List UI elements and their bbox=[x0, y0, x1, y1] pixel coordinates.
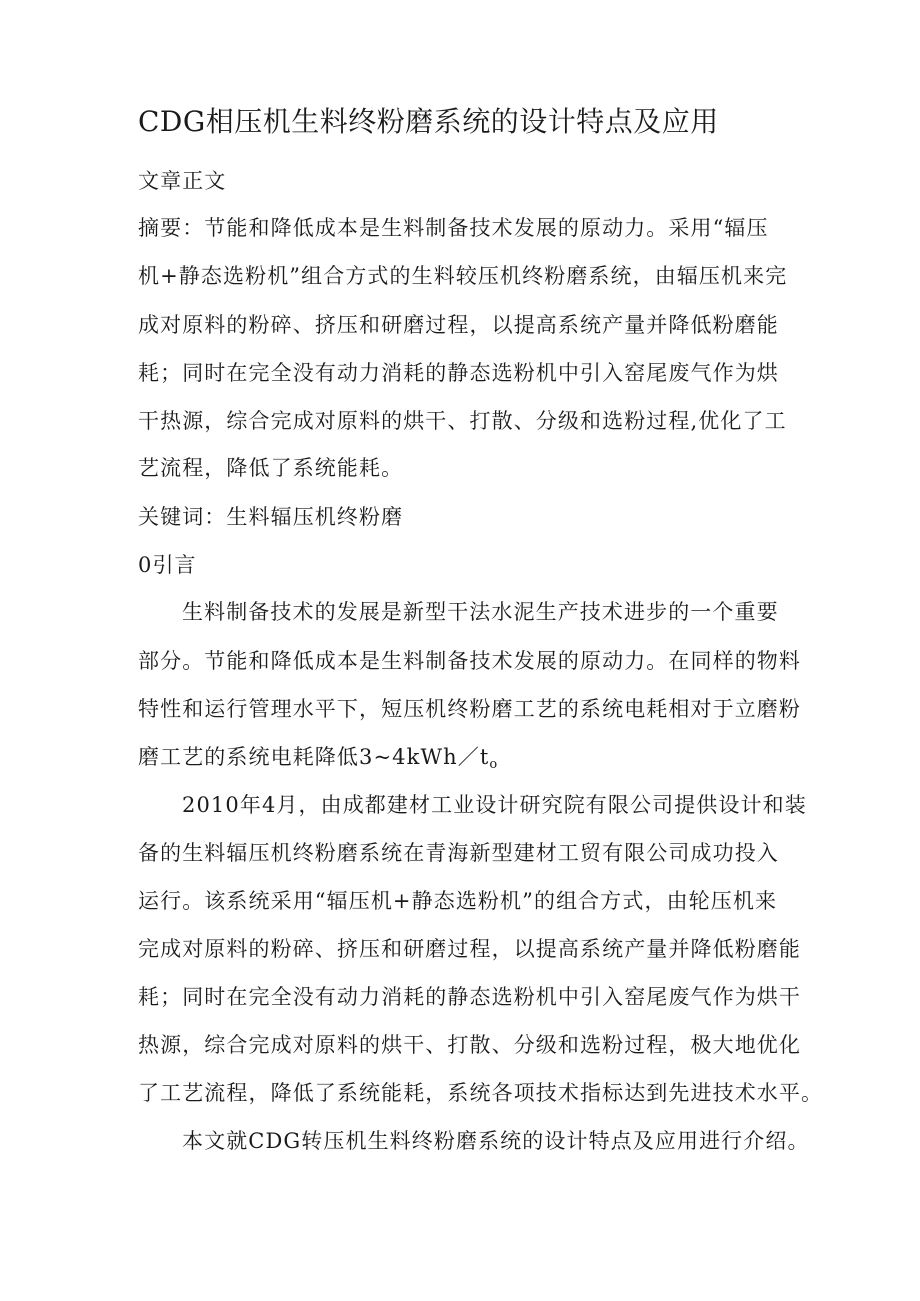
abstract-line: 成对原料的粉碎、挤压和研磨过程，以提高系统产量并降低粉磨能 bbox=[138, 313, 779, 337]
paragraph-line-text: 磨工艺的系统电耗降低3~4kWh／t bbox=[138, 745, 490, 769]
paragraph-line: 特性和运行管理水平下，短压机终粉磨工艺的系统电耗相对于立磨粉 bbox=[138, 697, 801, 721]
abstract-line: 干热源，综合完成对原料的烘干、打散、分级和选粉过程,优化了工 bbox=[138, 409, 787, 433]
paragraph-line: 生料制备技术的发展是新型干法水泥生产技术进步的一个重要 bbox=[182, 600, 779, 624]
keywords: 关键词：生料辐压机终粉磨 bbox=[138, 505, 404, 529]
abstract-line: 耗；同时在完全没有动力消耗的静态选粉机中引入窑尾废气作为烘 bbox=[138, 361, 779, 385]
paragraph-line: 完成对原料的粉碎、挤压和研磨过程，以提高系统产量并降低粉磨能 bbox=[138, 937, 801, 961]
paragraph-line: 本文就CDG转压机生料终粉磨系统的设计特点及应用进行介绍。 bbox=[182, 1129, 810, 1153]
section-label: 文章正文 bbox=[138, 169, 227, 193]
abstract-line: 摘要：节能和降低成本是生料制备技术发展的原动力。采用“辐压 bbox=[138, 216, 769, 240]
abstract-line: 艺流程，降低了系统能耗。 bbox=[138, 456, 404, 480]
paragraph-line-subscript: o bbox=[489, 757, 498, 772]
paragraph-line: 部分。节能和降低成本是生料制备技术发展的原动力。在同样的物料 bbox=[138, 649, 801, 673]
paragraph-line: 备的生料辐压机终粉磨系统在青海新型建材工贸有限公司成功投入 bbox=[138, 841, 779, 865]
paragraph-line: 耗；同时在完全没有动力消耗的静态选粉机中引入窑尾废气作为烘干 bbox=[138, 985, 801, 1009]
paragraph-line: 2010年4月，由成都建材工业设计研究院有限公司提供设计和装 bbox=[182, 793, 807, 817]
document-title: CDG相压机生料终粉磨系统的设计特点及应用 bbox=[138, 105, 719, 138]
paragraph-line bbox=[138, 742, 497, 780]
abstract-line: 机+静态选粉机”组合方式的生料较压机终粉磨系统，由辐压机来完 bbox=[138, 264, 788, 288]
paragraph-line: 运行。该系统采用“辐压机+静态选粉机”的组合方式，由轮压机来 bbox=[138, 889, 778, 913]
paragraph-line: 了工艺流程，降低了系统能耗，系统各项技术指标达到先进技术水平。 bbox=[138, 1081, 824, 1105]
paragraph-line: 热源，综合完成对原料的烘干、打散、分级和选粉过程，极大地优化 bbox=[138, 1033, 801, 1057]
section-heading-intro: 0引言 bbox=[138, 553, 197, 577]
